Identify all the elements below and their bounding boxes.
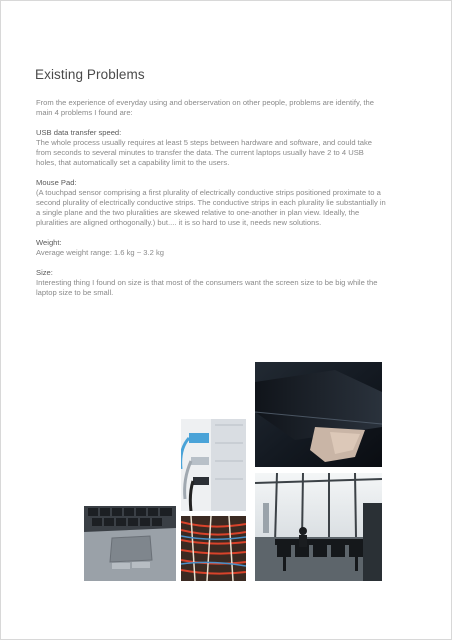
- section-heading: Weight:: [36, 238, 62, 247]
- photo-usb-plugs: [181, 419, 246, 511]
- section-heading: Mouse Pad:: [36, 178, 77, 187]
- section-usb: [36, 128, 386, 168]
- photo-laptop-thin-edge: [255, 362, 382, 467]
- page-title: Existing Problems: [35, 67, 145, 82]
- section-heading: USB data transfer speed:: [36, 128, 122, 137]
- photo-cable-bundle: [181, 516, 246, 581]
- section-mouse-pad: [36, 178, 386, 228]
- photo-laptop-touchpad: [84, 506, 176, 581]
- photo-airport-lounge: [255, 473, 382, 581]
- section-text: The whole process usually requires at least 5 steps between hardware and software, and could take from seconds to several minutes to transfer the data. The current laptops usually have 2 to 4 USB holes, that automatically set a capability limit to the users.: [36, 138, 373, 167]
- section-heading: Size:: [36, 268, 53, 277]
- section-weight: [36, 238, 386, 258]
- section-size: [36, 268, 386, 298]
- intro-paragraph: From the experience of everyday using and oberservation on other people, problems are identify, the main 4 problems I found are:: [36, 98, 374, 117]
- section-text: Interesting thing I found on size is that most of the consumers want the screen size to be big while the laptop size to be small.: [36, 278, 378, 297]
- body-text: [36, 98, 386, 308]
- section-text: (A touchpad sensor comprising a first plurality of electrically conductive strips positioned proximate to a second plurality of electrically conductive strips. The conductive strips in each plurality lie substantially in a single plane and the two pluralities are skewed relative to one-another in plan view. Ideally, the pluralities are aligned orthogonally.) but.... it is so hard to use it, needs new solutions.: [36, 188, 386, 227]
- section-text: Average weight range: 1.6 kg ~ 3.2 kg: [36, 248, 164, 257]
